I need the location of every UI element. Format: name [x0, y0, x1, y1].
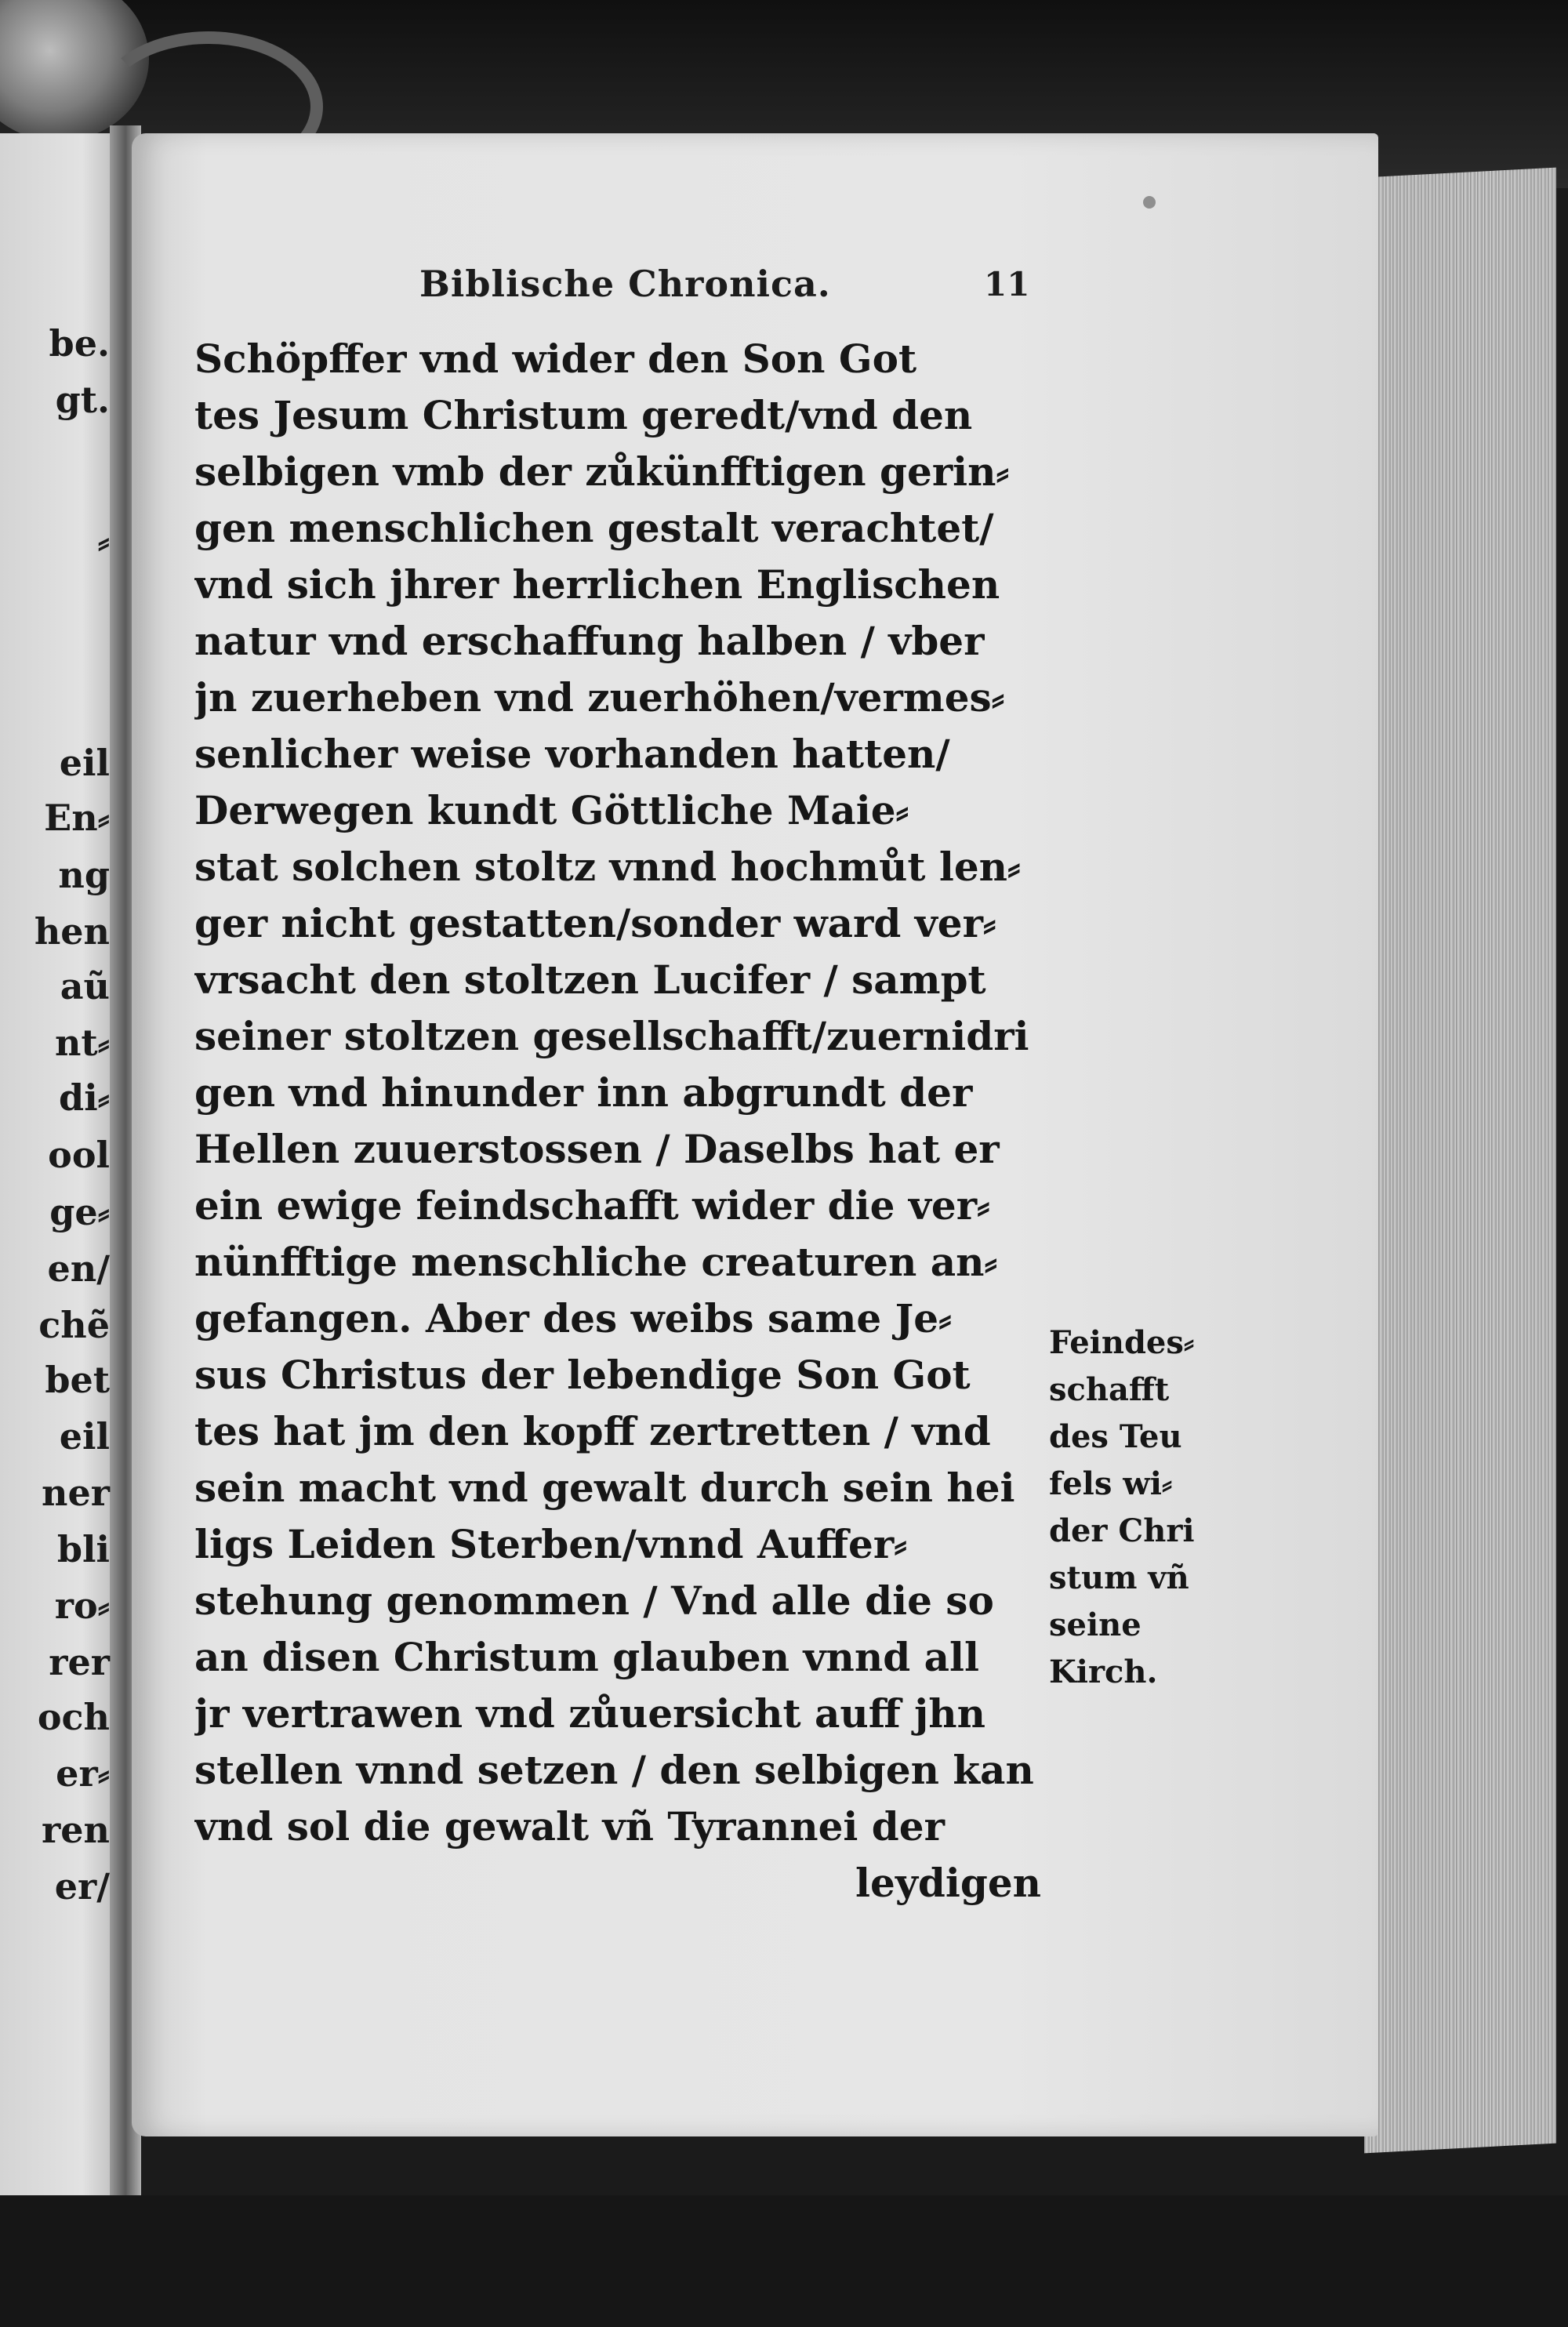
text-line: vnd sich jhrer herrlichen Englischen: [194, 561, 1000, 608]
left-fragment: chẽ: [38, 1304, 110, 1346]
left-fragment: nt⸗: [54, 1022, 110, 1064]
text-line: vrsacht den stoltzen Lucifer / sampt: [194, 957, 986, 1003]
background-bottom: [0, 2195, 1568, 2327]
left-fragment: eil: [59, 742, 110, 784]
text-line: selbigen vmb der zůkünfftigen gerin⸗: [194, 448, 1010, 495]
left-fragment: ner: [42, 1472, 110, 1514]
marginal-line: fels wi⸗: [1049, 1465, 1173, 1502]
text-line: natur vnd erschaffung halben / vber: [194, 618, 985, 664]
left-fragment: be.: [49, 322, 110, 365]
left-fragment: en/: [47, 1247, 110, 1290]
text-line: senlicher weise vorhanden hatten/: [194, 731, 950, 777]
text-line: Hellen zuuerstossen / Daselbs hat er: [194, 1126, 1000, 1172]
left-fragment: ren: [42, 1809, 110, 1851]
marginal-line: schafft: [1049, 1371, 1170, 1408]
text-line: seiner stoltzen gesellschafft/zuernidri: [194, 1013, 1029, 1059]
paper-spot: [1143, 196, 1156, 209]
left-fragment: er/: [54, 1865, 110, 1908]
marginal-line: Kirch.: [1049, 1654, 1158, 1690]
marginal-line: Feindes⸗: [1049, 1324, 1195, 1361]
text-line: Schöpffer vnd wider den Son Got: [194, 336, 917, 382]
marginal-note: [1049, 1320, 1206, 1696]
left-fragment: och: [37, 1696, 110, 1738]
left-fragment: ool: [48, 1134, 110, 1176]
body-text: [194, 331, 1041, 1911]
text-line: sus Christus der lebendige Son Got: [194, 1352, 971, 1398]
marginal-line: der Chri: [1049, 1512, 1195, 1549]
text-line: nünfftige menschliche creaturen an⸗: [194, 1239, 998, 1285]
text-line: tes Jesum Christum geredt/vnd den: [194, 392, 973, 438]
left-fragment: En⸗: [44, 797, 110, 839]
running-head: Biblische Chronica.: [419, 263, 831, 305]
left-fragment: bli: [56, 1528, 110, 1570]
text-line: stehung genommen / Vnd alle die so: [194, 1577, 994, 1624]
text-line: ein ewige feindschafft wider die ver⸗: [194, 1182, 990, 1229]
page-edges: [1364, 168, 1556, 2154]
left-fragment: bet: [45, 1359, 110, 1401]
text-line: jn zuerheben vnd zuerhöhen/vermes⸗: [194, 674, 1005, 721]
text-line: gen vnd hinunder inn abgrundt der: [194, 1069, 973, 1116]
catchword: leydigen: [855, 1860, 1041, 1906]
text-line: stat solchen stoltz vnnd hochmůt len⸗: [194, 844, 1021, 890]
left-fragment: er⸗: [56, 1752, 110, 1795]
left-fragment: ng: [58, 854, 110, 896]
text-line: gen menschlichen gestalt verachtet/: [194, 505, 994, 551]
text-line: jr vertrawen vnd zůuersicht auff jhn: [194, 1690, 985, 1737]
left-fragment: rer: [49, 1641, 110, 1683]
left-fragment: ge⸗: [49, 1191, 110, 1233]
left-fragment: ro⸗: [54, 1585, 110, 1627]
left-fragment: eil: [59, 1415, 110, 1458]
marginal-line: seine: [1049, 1606, 1142, 1643]
marginal-line: des Teu: [1049, 1418, 1182, 1455]
text-line: an disen Christum glauben vnnd all: [194, 1634, 979, 1680]
left-fragment: ⸗: [97, 520, 110, 562]
left-fragment: gt.: [55, 379, 110, 421]
left-fragment: aũ: [60, 965, 110, 1007]
marginal-line: stum vñ: [1049, 1559, 1189, 1596]
text-line: vnd sol die gewalt vñ Tyrannei der: [194, 1803, 945, 1850]
left-fragment: di⸗: [59, 1076, 110, 1119]
text-line: tes hat jm den kopff zertretten / vnd: [194, 1408, 991, 1454]
left-fragment: hen: [34, 910, 110, 953]
text-line: ger nicht gestatten/sonder ward ver⸗: [194, 900, 996, 946]
text-line: ligs Leiden Sterben/vnnd Auffer⸗: [194, 1521, 907, 1567]
text-line: Derwegen kundt Göttliche Maie⸗: [194, 787, 909, 833]
text-line: gefangen. Aber des weibs same Je⸗: [194, 1295, 952, 1341]
folio-number: 11: [984, 265, 1030, 303]
text-line: sein macht vnd gewalt durch sein hei: [194, 1465, 1015, 1511]
text-line: stellen vnnd setzen / den selbigen kan: [194, 1747, 1034, 1793]
